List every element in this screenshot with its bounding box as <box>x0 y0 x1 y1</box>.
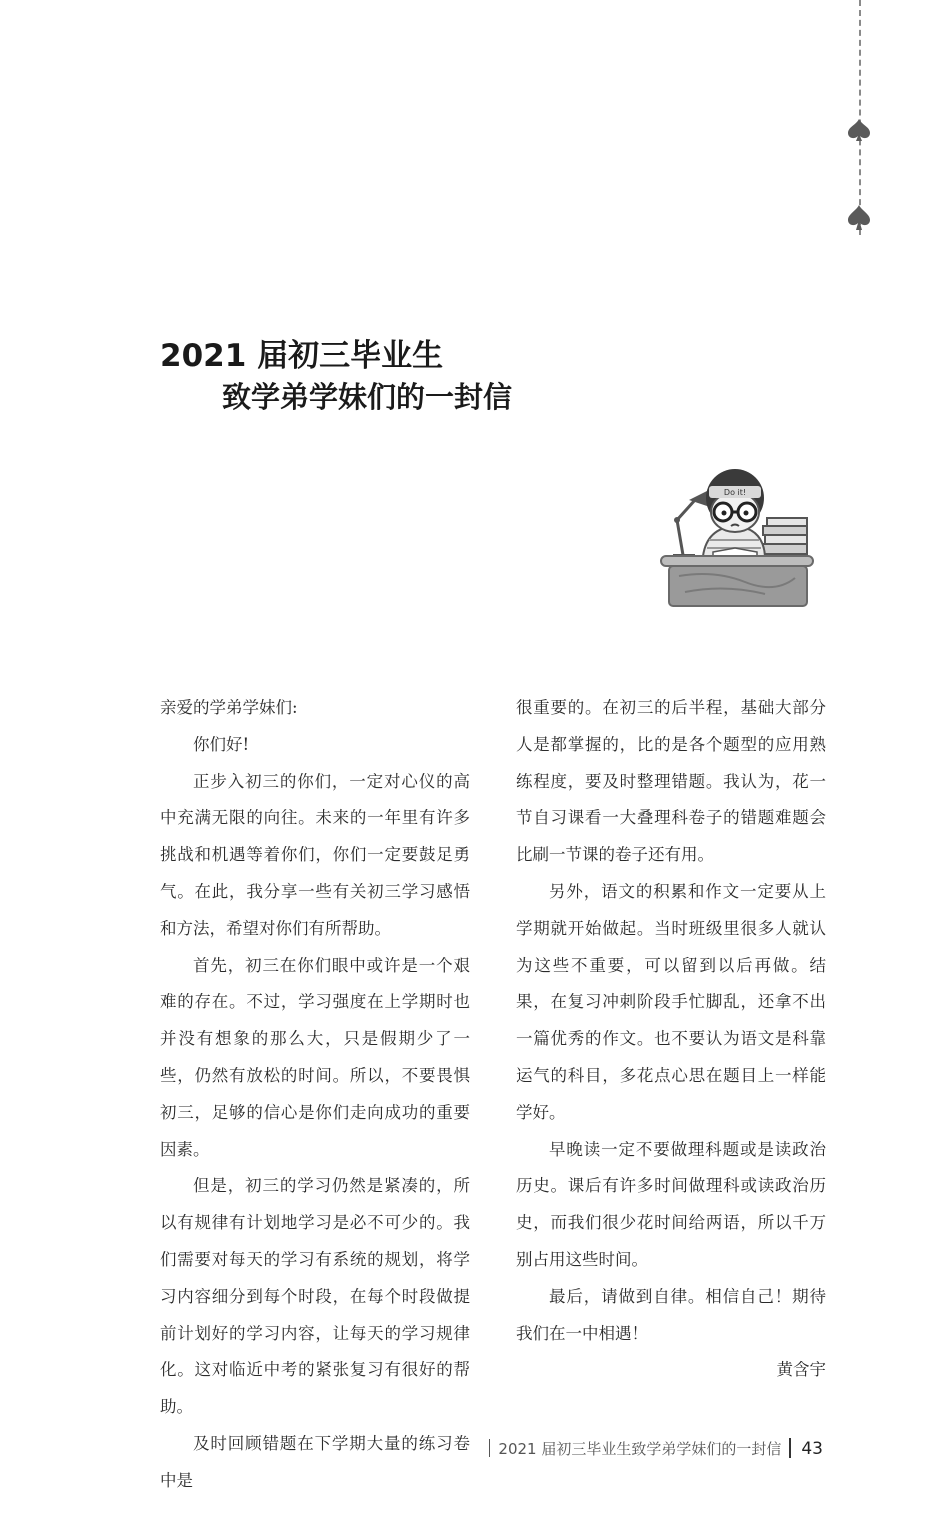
paragraph: 正步入初三的你们，一定对心仪的高中充满无限的向往。未来的一年里有许多挑战和机遇等着你们，你们一定要鼓足勇气。在此，我分享一些有关初三学习感悟和方法，希望对你们有所帮助。 <box>160 771 470 938</box>
signature: 黄含宇 <box>776 1360 826 1380</box>
letter-right-column <box>516 690 826 1389</box>
paragraph: 很重要的。在初三的后半程，基础大部分人是都掌握的，比的是各个题型的应用熟练程度，要及时整理错题。我认为，花一节自习课看一大叠理科卷子的错题难题会比刷一节课的卷子还有用。 <box>516 698 826 865</box>
paragraph: 另外，语文的积累和作文一定要从上学期就开始做起。当时班级里很多人就认为这些不重要，可以留到以后再做。结果，在复习冲刺阶段手忙脚乱，还拿不出一篇优秀的作文。也不要认为语文是科靠运气的科目，多花点心思在题目上一样能学好。 <box>516 881 826 1122</box>
footer-divider <box>489 1439 490 1457</box>
page-number: 43 <box>801 1439 823 1459</box>
paragraph: 但是，初三的学习仍然是紧凑的，所以有规律有计划地学习是必不可少的。我们需要对每天的学习有系统的规划，将学习内容细分到每个时段，在每个时段做提前计划好的学习内容，让每天的学习规律化。这对临近中考的紧张复习有很好的帮助。 <box>160 1176 470 1417</box>
heart-icon <box>846 203 872 231</box>
letter-left-column <box>160 690 470 1500</box>
page-footer <box>481 1438 823 1459</box>
running-title: 2021 届初三毕业生致学弟学妹们的一封信 <box>498 1440 782 1458</box>
salutation: 亲爱的学弟学妹们: <box>160 698 298 717</box>
paragraph: 首先，初三在你们眼中或许是一个艰难的存在。不过，学习强度在上学期时也并没有想象的那么大，只是假期少了一些，仍然有放松的时间。所以，不要畏惧初三，足够的信心是你们走向成功的重要因素。 <box>160 955 470 1159</box>
student-studying-illustration <box>655 460 820 610</box>
paragraph: 最后，请做到自律。相信自己！期待我们在一中相遇！ <box>516 1286 826 1343</box>
paragraph: 早晚读一定不要做理科题或是读政治历史。课后有许多时间做理科或读政治历史，而我们很少花时间给两语，所以千万别占用这些时间。 <box>516 1139 826 1269</box>
greeting: 你们好! <box>193 734 250 754</box>
article-title-line-2: 致学弟学妹们的一封信 <box>222 380 513 414</box>
article-title-line-1: 2021 届初三毕业生 <box>160 338 444 374</box>
footer-divider <box>789 1438 791 1458</box>
heart-icon <box>846 117 872 141</box>
headband-text: Do it! <box>723 488 747 497</box>
paragraph: 及时回顾错题在下学期大量的练习卷中是 <box>160 1433 470 1490</box>
